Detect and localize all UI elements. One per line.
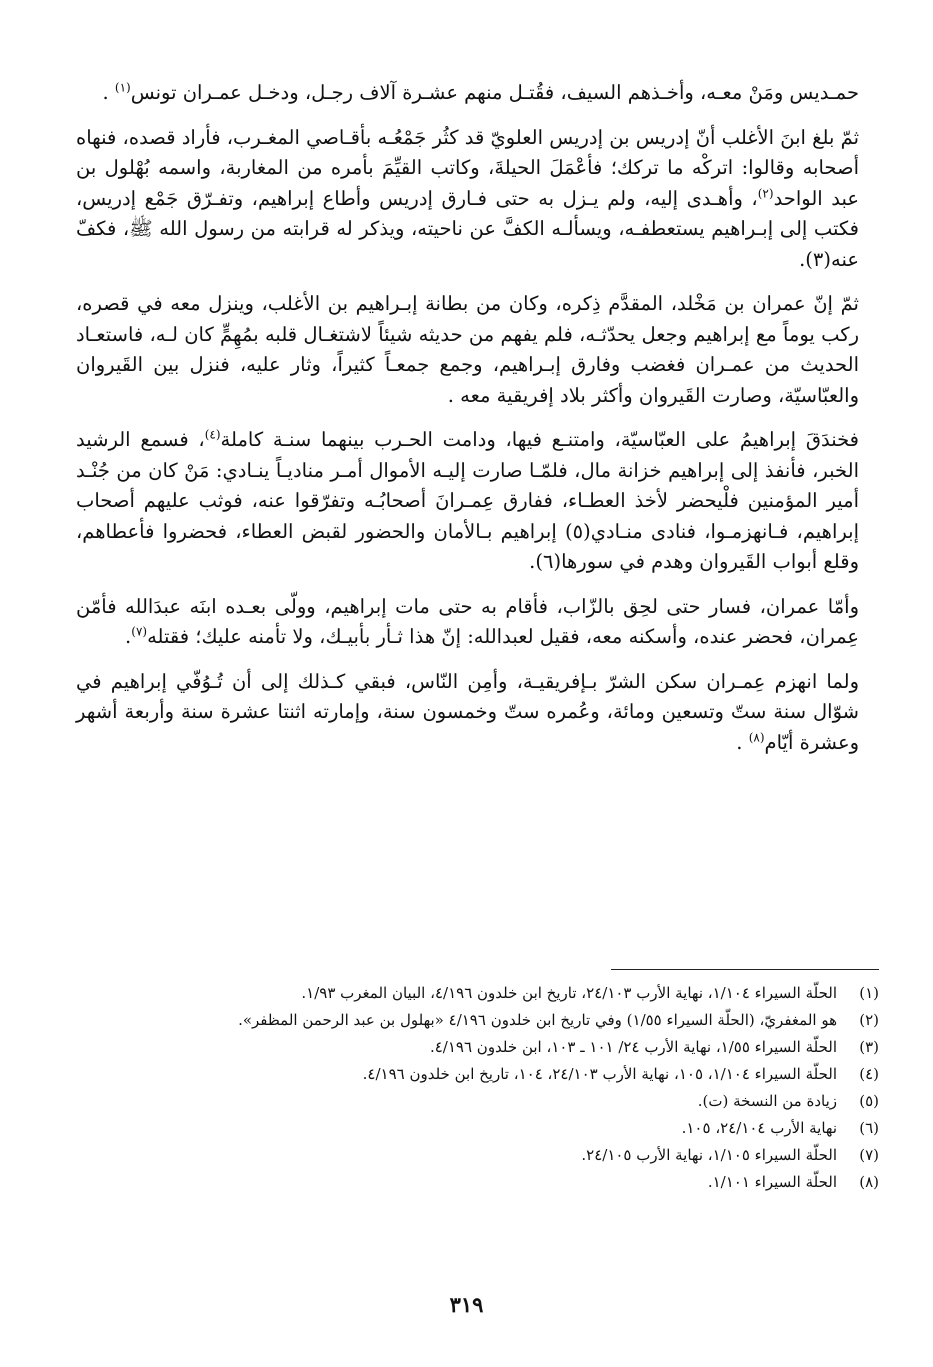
paragraph-text: ثمّ إنّ عمران بن مَخْلد، المقدَّم ذِكره، وكان من بطانة إبـراهيم بن الأغلب، وينزل معه في قصره، ركب يوماً مع إبراهيم وجعل يحدّثـه، فلم يفهم من حديثه شيئاً لاشتغـال قلبه بمُهِمٍّ كان لـه، فاستعـاد الحديث من عمـران فغضب وفارق إبـراهيم، وجمع جمعـاً كثيراً، وثار عليه، فنزل بين القَيروان والعبّاسيّة، وصارت القَيروان وأكثر بلاد إفريقية معه (76, 292, 859, 407)
paragraph-2 (76, 123, 859, 276)
footnote-ref: (٨) (748, 730, 765, 744)
paragraph-1 (76, 78, 859, 109)
paragraph-tail: . (447, 383, 461, 407)
paragraph-text: ثمّ بلغ ابنَ الأغلب أنّ إدريس بن إدريس العلويّ قد كثُر جَمْعُـه بأقـاصي المغـرب، فأراد قصده، فنهاه أصحابه وقالوا: اتركْه ما تركك؛ فأعْمَلَ الحيلةَ، وكاتب القيِّمَ بأمره من المغاربة، واسمه بُهْلول بن عبد الواحد (76, 125, 859, 210)
paragraph-text: ولما انهزم عِمـران سكن الشرّ بـإفريقيـة، وأمِن النّاس، فبقي كـذلك إلى أن تُـوُفّي إبراهيم في شوّال سنة ستّ وتسعين ومائة، وعُمره ستّ وخمسون سنة، وإمارته اثنتا عشرة سنة وأربعة أشهر وعشرة أيّام (76, 669, 859, 754)
footnote-item (120, 1115, 879, 1142)
footnote-text: الحلّة السيراء ١/١٠٥، نهاية الأرب ٢٤/١٠٥. (581, 1146, 837, 1164)
footnote-text: الحلّة السيراء ١/١٠١. (707, 1173, 837, 1191)
footnote-text: نهاية الأرب ٢٤/١٠٤، ١٠٥. (681, 1119, 837, 1137)
footnote-item (120, 980, 879, 1007)
footnote-text: الحلّة السيراء ١/٥٥، نهاية الأرب ٢٤/ ١٠١ ـ ١٠٣، ابن خلدون ٤/١٩٦. (429, 1038, 837, 1056)
footnote-number: (٨) (859, 1173, 879, 1191)
footnote-ref: (٧) (131, 624, 148, 639)
footnote-item (120, 1061, 879, 1088)
footnote-item (120, 1007, 879, 1034)
footnote-text: الحلّة السيراء ١/١٠٤، ١٠٥، نهاية الأرب ٢٤/١٠٣، ١٠٤، تاريخ ابن خلدون ٤/١٩٦. (362, 1065, 837, 1083)
paragraph-tail: . (125, 625, 132, 648)
paragraph-6 (76, 667, 859, 759)
footnote-number: (٦) (859, 1119, 879, 1137)
paragraph-text: حمـديس ومَنْ معـه، وأخـذهم السيف، فقُتـل منهم عشـرة آلاف رجـل، ودخـل عمـران تونس (130, 81, 859, 104)
footnote-text: زيادة من النسخة (ت). (697, 1092, 837, 1110)
paragraph-tail: ، فسمع الرشيد الخبر، فأنفذ إلى إبراهيم خزانة مال، فلمّـا صارت إليـه الأموال أمـر مناديـاً ينـادي: مَنْ كان من جُنْـد أمير المؤمنين فلْيحضر لأخذ العطـاء، ففارق عِمـرانَ أصحابُـه وتفرّقوا عنه، فوثب عليهم أصحاب إبراهيم، فـانهزمـوا، فنادى منـادي(٥) إبراهيم بـالأمان والحضور لقبض العطاء، فحضروا فأعطاهم، وقلع أبواب القَيروان وهدم في سورها(٦). (76, 428, 859, 573)
footnote-number: (٤) (859, 1065, 879, 1083)
paragraph-5 (76, 592, 859, 653)
footnote-number: (٢) (859, 1011, 879, 1029)
footnote-ref: (٤) (204, 427, 221, 442)
footnote-number: (٧) (859, 1146, 879, 1164)
footnotes (120, 980, 879, 1196)
footnote-item (120, 1034, 879, 1061)
footnote-divider (611, 969, 879, 970)
paragraph-tail: . (736, 730, 749, 754)
page-number: ٣١٩ (449, 1292, 484, 1317)
paragraph-text: فخندَقَ إبراهيمُ على العبّاسيّة، وامتنـع فيها، ودامت الحـرب بينهما سنـة كاملة (220, 428, 859, 451)
paragraph-tail: . (102, 81, 115, 104)
paragraph-4 (76, 425, 859, 578)
main-text (76, 78, 859, 772)
footnote-text: هو المغفريّ، (الحلّة السيراء ١/٥٥) وفي تاريخ ابن خلدون ٤/١٩٦ «بهلول بن عبد الرحمن المظفر». (238, 1011, 837, 1029)
footnote-ref: (١) (114, 80, 131, 95)
paragraph-tail: ، وأهـدى إليه، ولم يـزل به حتى فـارق إدريس وأطاع إبراهيم، وتفـرّق جَمْع إدريس، فكتب إلى إبـراهيم يستعطفـه، ويسألـه الكفَّ عن ناحيته، ويذكر له قرابته من رسول الله ﷺ، فكفّ عنه(٣). (76, 186, 859, 271)
footnote-text: الحلّة السيراء ١/١٠٤، نهاية الأرب ٢٤/١٠٣، تاريخ ابن خلدون ٤/١٩٦، البيان المغرب ١/٩٣. (301, 984, 837, 1002)
footnote-number: (٥) (859, 1092, 879, 1110)
footnote-item (120, 1088, 879, 1115)
footnote-item (120, 1169, 879, 1196)
footnote-ref: (٢) (757, 186, 774, 200)
paragraph-3 (76, 289, 859, 411)
footnote-item (120, 1142, 879, 1169)
footnote-number: (١) (859, 984, 879, 1002)
footnote-number: (٣) (859, 1038, 879, 1056)
paragraph-text: وأمّا عمران، فسار حتى لحِق بالزّاب، فأقام به حتى مات إبراهيم، وولّى بعـده ابنَه عبدَالله فأمّن عِمران، فحضر عنده، وأسكنه معه، فقيل لعبدالله: إنّ هذا ثـأر بأبيـك، ولا تأمنه عليك؛ فقتله (76, 594, 859, 648)
